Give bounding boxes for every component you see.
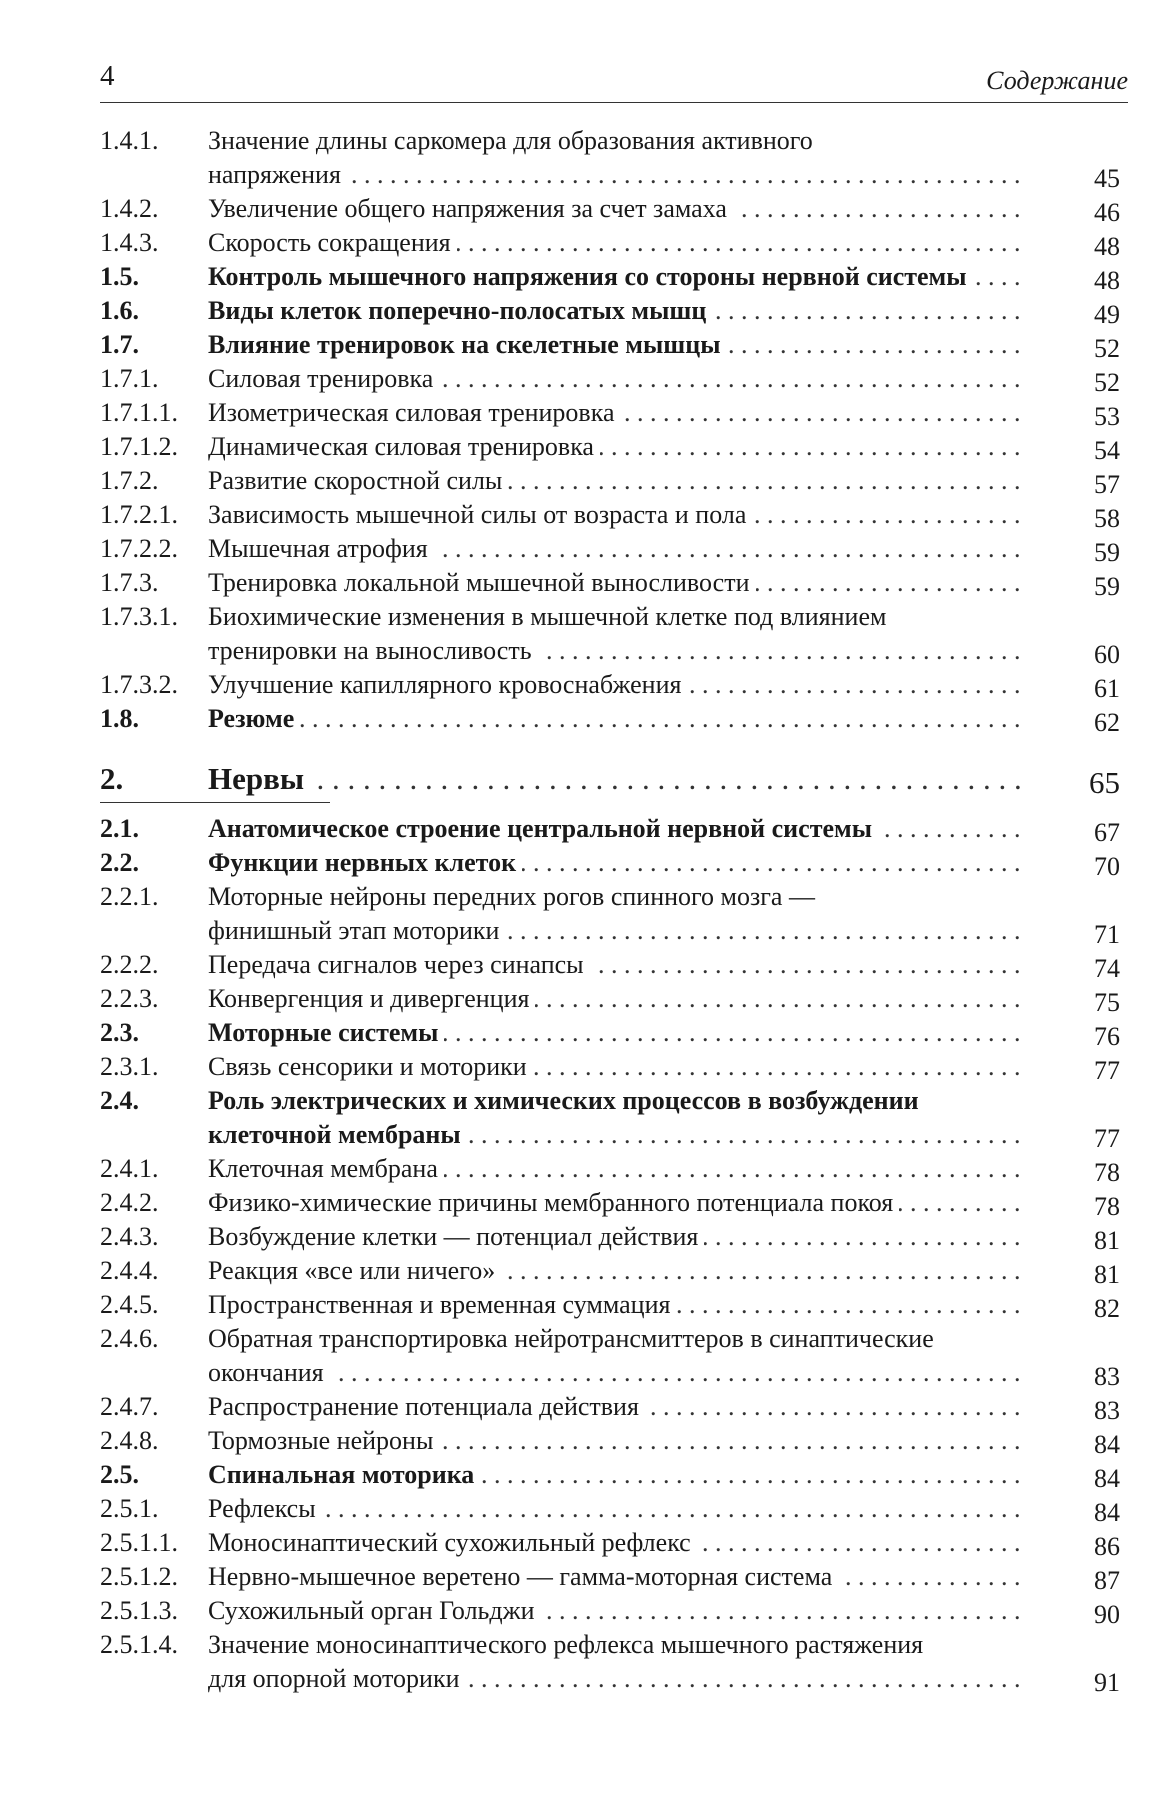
toc-entry-title bbox=[208, 566, 1024, 600]
toc-entry-number: 2.4.1. bbox=[100, 1154, 159, 1183]
toc-page-number: 65 bbox=[1089, 765, 1120, 800]
toc-entry-title bbox=[208, 1560, 1024, 1594]
toc-page-number: 84 bbox=[1094, 1430, 1120, 1459]
toc-entry-title bbox=[208, 702, 1024, 736]
toc-page-number: 53 bbox=[1094, 402, 1120, 431]
toc-entry-title bbox=[208, 846, 1024, 880]
toc-entry-title bbox=[208, 498, 1024, 532]
toc-entry-title bbox=[208, 1220, 1024, 1254]
toc-entry-title bbox=[208, 124, 1024, 192]
toc-title-line: Клеточная мембрана . . . bbox=[208, 1152, 1024, 1186]
toc-title-line: Распространение потенциала действия . . . bbox=[208, 1390, 1024, 1424]
toc-page-number: 87 bbox=[1094, 1566, 1120, 1595]
toc-page-number: 71 bbox=[1094, 920, 1120, 949]
toc-title-line: Динамическая силовая тренировка . . . bbox=[208, 430, 1024, 464]
toc-entry-title bbox=[208, 762, 1024, 796]
toc-entry-number: 2.4.2. bbox=[100, 1188, 159, 1217]
toc-entry-title bbox=[208, 1152, 1024, 1186]
toc-entry-title bbox=[208, 532, 1024, 566]
toc-entry-number: 2.5.1.1. bbox=[100, 1528, 178, 1557]
toc-title-line: Обратная транспортировка нейротрансмиттеров в синаптические bbox=[208, 1324, 934, 1353]
toc-entry-title bbox=[208, 668, 1024, 702]
toc-entry-number: 2.5.1.4. bbox=[100, 1630, 178, 1659]
toc-page-number: 52 bbox=[1094, 368, 1120, 397]
toc-entry-number: 2.2.1. bbox=[100, 882, 159, 911]
toc-page-number: 61 bbox=[1094, 674, 1120, 703]
toc-entry-number: 1.7.1. bbox=[100, 364, 159, 393]
toc-page-number: 59 bbox=[1094, 538, 1120, 567]
toc-entry-title bbox=[208, 1594, 1024, 1628]
toc-entry-title bbox=[208, 1254, 1024, 1288]
toc-entry-number: 2.3. bbox=[100, 1018, 139, 1047]
toc-title-line: Виды клеток поперечно-полосатых мышц . . . bbox=[208, 294, 1024, 328]
toc-page-number: 90 bbox=[1094, 1600, 1120, 1629]
toc-title-line: Анатомическое строение центральной нервной системы . . . bbox=[208, 812, 1024, 846]
toc-page-number: 78 bbox=[1094, 1192, 1120, 1221]
toc-title-line: Функции нервных клеток . . . bbox=[208, 846, 1024, 880]
toc-title-line: Конвергенция и дивергенция . . . bbox=[208, 982, 1024, 1016]
toc-title-line: Развитие скоростной силы . . . bbox=[208, 464, 1024, 498]
toc-entry-number: 1.7.3.2. bbox=[100, 670, 178, 699]
toc-entry-title bbox=[208, 1288, 1024, 1322]
toc-entry-number: 1.4.2. bbox=[100, 194, 159, 223]
toc-entry-number: 2.2. bbox=[100, 848, 139, 877]
toc-entry-number: 2.4.7. bbox=[100, 1392, 159, 1421]
toc-entry-number: 1.7.2. bbox=[100, 466, 159, 495]
toc-entry-title bbox=[208, 260, 1024, 294]
toc-title-line: Пространственная и временная суммация . . . bbox=[208, 1288, 1024, 1322]
toc-title-line: Мышечная атрофия . . . bbox=[208, 532, 1024, 566]
toc-page-number: 46 bbox=[1094, 198, 1120, 227]
toc-entry-title bbox=[208, 982, 1024, 1016]
toc-title-line: Роль электрических и химических процессов в возбуждении bbox=[208, 1086, 919, 1115]
toc-title-line: Реакция «все или ничего» . . . bbox=[208, 1254, 1024, 1288]
toc-entry-number: 1.7.3. bbox=[100, 568, 159, 597]
toc-page-number: 81 bbox=[1094, 1226, 1120, 1255]
toc-page-number: 75 bbox=[1094, 988, 1120, 1017]
toc-page-number: 62 bbox=[1094, 708, 1120, 737]
toc-entry-title bbox=[208, 226, 1024, 260]
toc-title-line: Резюме . . . bbox=[208, 702, 1024, 736]
toc-entry-number: 2.4.4. bbox=[100, 1256, 159, 1285]
toc-entry-number: 1.6. bbox=[100, 296, 139, 325]
toc-entry-title bbox=[208, 430, 1024, 464]
toc-page-number: 57 bbox=[1094, 470, 1120, 499]
toc-title-line: Моносинаптический сухожильный рефлекс . . . bbox=[208, 1526, 1024, 1560]
toc-title-line: Тренировка локальной мышечной выносливости . . . bbox=[208, 566, 1024, 600]
toc-entry-title bbox=[208, 1458, 1024, 1492]
toc-entry-number: 2.5.1.2. bbox=[100, 1562, 178, 1591]
toc-page-number: 83 bbox=[1094, 1362, 1120, 1391]
toc-title-line: Нервы . . . bbox=[208, 762, 1024, 796]
toc-page-number: 52 bbox=[1094, 334, 1120, 363]
toc-entry-number: 1.7.3.1. bbox=[100, 602, 178, 631]
toc-page-number: 77 bbox=[1094, 1056, 1120, 1085]
toc-page-number: 48 bbox=[1094, 232, 1120, 261]
page-header bbox=[100, 58, 1128, 103]
toc-title-line: Биохимические изменения в мышечной клетке под влиянием bbox=[208, 602, 887, 631]
toc-page-number: 84 bbox=[1094, 1464, 1120, 1493]
toc-page-number: 77 bbox=[1094, 1124, 1120, 1153]
toc-entry-number: 2.5.1. bbox=[100, 1494, 159, 1523]
toc-page-number: 48 bbox=[1094, 266, 1120, 295]
toc-page-number: 76 bbox=[1094, 1022, 1120, 1051]
toc-entry-number: 1.7.2.1. bbox=[100, 500, 178, 529]
toc-title-line: Улучшение капиллярного кровоснабжения . . . bbox=[208, 668, 1024, 702]
toc-entry-title bbox=[208, 328, 1024, 362]
toc-title-line: Сухожильный орган Гольджи . . . bbox=[208, 1594, 1024, 1628]
toc-title-line: Физико-химические причины мембранного потенциала покоя . . . bbox=[208, 1186, 1024, 1220]
toc-page-number: 67 bbox=[1094, 818, 1120, 847]
toc-entry-number: 1.7.1.2. bbox=[100, 432, 178, 461]
toc-entry-title bbox=[208, 1628, 1024, 1696]
toc-page-number: 81 bbox=[1094, 1260, 1120, 1289]
toc-title-line: Моторные системы . . . bbox=[208, 1016, 1024, 1050]
toc-page-number: 49 bbox=[1094, 300, 1120, 329]
toc-title-line: тренировки на выносливость . . . bbox=[208, 634, 1024, 668]
toc-page-number: 83 bbox=[1094, 1396, 1120, 1425]
toc-entry-title bbox=[208, 192, 1024, 226]
toc-title-line: Контроль мышечного напряжения со стороны нервной системы . . . bbox=[208, 260, 1024, 294]
toc-entry-title bbox=[208, 294, 1024, 328]
toc-title-line: напряжения . . . bbox=[208, 158, 1024, 192]
toc-entry-number: 1.7.2.2. bbox=[100, 534, 178, 563]
toc-entry-number: 1.7. bbox=[100, 330, 139, 359]
toc-title-line: окончания . . . bbox=[208, 1356, 1024, 1390]
toc-entry-number: 2.4.5. bbox=[100, 1290, 159, 1319]
toc-entry-title bbox=[208, 600, 1024, 668]
toc-page-number: 58 bbox=[1094, 504, 1120, 533]
toc-title-line: Значение моносинаптического рефлекса мышечного растяжения bbox=[208, 1630, 924, 1659]
toc-entry-title bbox=[208, 880, 1024, 948]
toc-title-line: Рефлексы . . . bbox=[208, 1492, 1024, 1526]
toc-title-line: Скорость сокращения . . . bbox=[208, 226, 1024, 260]
toc-entry-number: 1.4.1. bbox=[100, 126, 159, 155]
toc-title-line: Значение длины саркомера для образования активного bbox=[208, 126, 813, 155]
toc-page-number: 59 bbox=[1094, 572, 1120, 601]
toc-entry-title bbox=[208, 1084, 1024, 1152]
toc-entry-title bbox=[208, 1526, 1024, 1560]
toc-entry-title bbox=[208, 1186, 1024, 1220]
toc-title-line: Тормозные нейроны . . . bbox=[208, 1424, 1024, 1458]
toc-page-number: 86 bbox=[1094, 1532, 1120, 1561]
toc-title-line: Нервно-мышечное веретено — гамма-моторная система . . . bbox=[208, 1560, 1024, 1594]
toc-page-number: 84 bbox=[1094, 1498, 1120, 1527]
toc-page-number: 91 bbox=[1094, 1668, 1120, 1697]
toc-entry-title bbox=[208, 1424, 1024, 1458]
toc-entry-number: 2.3.1. bbox=[100, 1052, 159, 1081]
chapter-underline bbox=[100, 802, 330, 803]
toc-title-line: Спинальная моторика . . . bbox=[208, 1458, 1024, 1492]
toc-entry-title bbox=[208, 812, 1024, 846]
toc-entry-title bbox=[208, 1322, 1024, 1390]
toc-entry-number: 2.2.3. bbox=[100, 984, 159, 1013]
toc-entry-number: 1.5. bbox=[100, 262, 139, 291]
toc-entry-number: 2.2.2. bbox=[100, 950, 159, 979]
toc-title-line: Влияние тренировок на скелетные мышцы . . . bbox=[208, 328, 1024, 362]
toc-title-line: Связь сенсорики и моторики . . . bbox=[208, 1050, 1024, 1084]
toc-entry-title bbox=[208, 1016, 1024, 1050]
toc-entry-number: 2.5.1.3. bbox=[100, 1596, 178, 1625]
running-title: Содержание bbox=[986, 66, 1128, 95]
toc-entry-number: 1.8. bbox=[100, 704, 139, 733]
toc-page-number: 74 bbox=[1094, 954, 1120, 983]
toc-title-line: Увеличение общего напряжения за счет замаха . . . bbox=[208, 192, 1024, 226]
toc-entry-number: 2.4.6. bbox=[100, 1324, 159, 1353]
toc-entry-number: 2. bbox=[100, 761, 124, 796]
toc-page-number: 54 bbox=[1094, 436, 1120, 465]
toc-entry-number: 2.4.8. bbox=[100, 1426, 159, 1455]
toc-title-line: Зависимость мышечной силы от возраста и пола . . . bbox=[208, 498, 1024, 532]
toc-title-line: финишный этап моторики . . . bbox=[208, 914, 1024, 948]
toc-page-number: 60 bbox=[1094, 640, 1120, 669]
toc-title-line: Силовая тренировка . . . bbox=[208, 362, 1024, 396]
toc-page-number: 70 bbox=[1094, 852, 1120, 881]
toc-entry-number: 2.5. bbox=[100, 1460, 139, 1489]
toc-entry-title bbox=[208, 396, 1024, 430]
page-number: 4 bbox=[100, 60, 115, 92]
toc-entry-number: 2.4. bbox=[100, 1086, 139, 1115]
toc-title-line: клеточной мембраны . . . bbox=[208, 1118, 1024, 1152]
toc-page-number: 78 bbox=[1094, 1158, 1120, 1187]
toc-entry-number: 1.4.3. bbox=[100, 228, 159, 257]
toc-title-line: Изометрическая силовая тренировка . . . bbox=[208, 396, 1024, 430]
toc-entry-title bbox=[208, 1050, 1024, 1084]
toc-entry-number: 1.7.1.1. bbox=[100, 398, 178, 427]
toc-entry-title bbox=[208, 1390, 1024, 1424]
toc-entry-number: 2.1. bbox=[100, 814, 139, 843]
toc-entry-title bbox=[208, 464, 1024, 498]
toc-page-number: 82 bbox=[1094, 1294, 1120, 1323]
toc-entry-title bbox=[208, 948, 1024, 982]
toc-entry-number: 2.4.3. bbox=[100, 1222, 159, 1251]
toc-title-line: для опорной моторики . . . bbox=[208, 1662, 1024, 1696]
toc-page-number: 45 bbox=[1094, 164, 1120, 193]
toc-entry-title bbox=[208, 1492, 1024, 1526]
toc-title-line: Возбуждение клетки — потенциал действия . . . bbox=[208, 1220, 1024, 1254]
toc-entry-title bbox=[208, 362, 1024, 396]
toc-title-line: Передача сигналов через синапсы . . . bbox=[208, 948, 1024, 982]
toc-title-line: Моторные нейроны передних рогов спинного мозга — bbox=[208, 882, 815, 911]
